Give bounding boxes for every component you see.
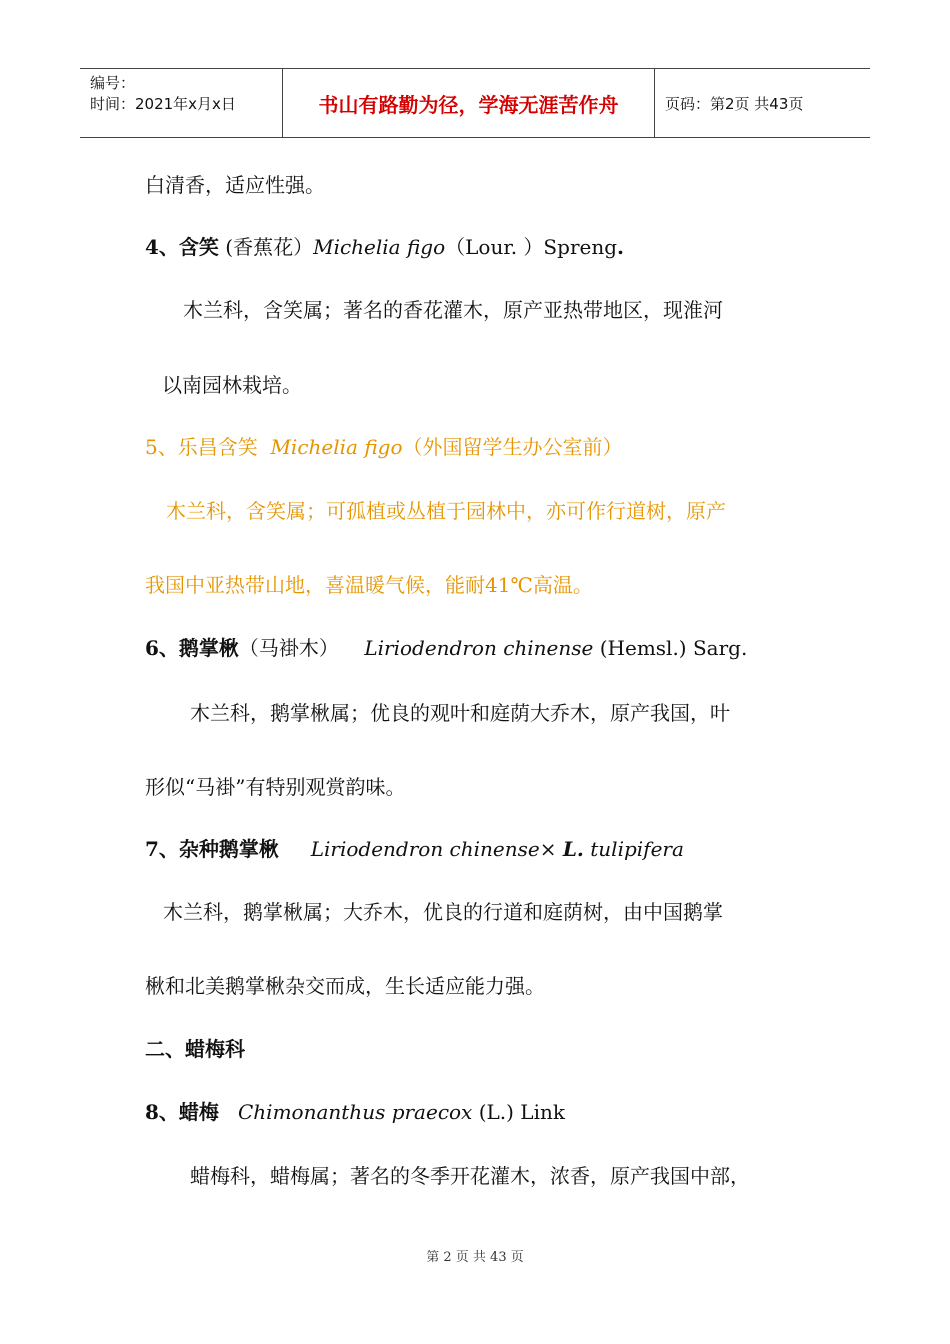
latin-species: tulipifera (590, 837, 684, 861)
paragraph-line: 蜡梅科，蜡梅属；著名的冬季开花灌木，浓香，原产我国中部， (190, 1164, 750, 1188)
paragraph-line: 形似“马褂”有特别观赏韵味。 (145, 775, 406, 799)
cross-symbol: × (539, 837, 557, 861)
item-name: 5、乐昌含笑 (145, 435, 258, 459)
paragraph-line: 以南园林栽培。 (162, 373, 302, 397)
date-label: 时间：2021年x月x日 (90, 95, 236, 113)
item-alias: (香蕉花） (225, 235, 314, 259)
number-label: 编号： (90, 74, 136, 92)
item-heading-6 (0, 635, 950, 661)
item-alias: （马褂木） (238, 636, 339, 660)
item-note: （外国留学生办公室前） (402, 435, 623, 459)
paragraph-line: 木兰科，鹅掌楸属；大乔木，优良的行道和庭荫树，由中国鹅掌 (163, 900, 723, 924)
latin-name: Chimonanthus praecox (238, 1100, 473, 1124)
author-name: （Lour. ）Spreng (445, 235, 618, 259)
header-motto: 书山有路勤为径，学海无涯苦作舟 (282, 69, 655, 137)
header-page-info: 页码：第2页 共43页 (665, 94, 804, 113)
latin-name: Liriodendron chinense (364, 636, 594, 660)
latin-name: Michelia figo (270, 435, 403, 459)
item-heading-4 (0, 234, 950, 260)
paragraph-line: 木兰科，含笑属；著名的香花灌木，原产亚热带地区，现淮河 (183, 298, 723, 322)
paragraph-line: 木兰科，含笑属；可孤植或丛植于园林中，亦可作行道树，原产 (166, 499, 726, 523)
author-dot: . (617, 235, 624, 259)
latin-name: Michelia figo (313, 235, 446, 259)
section-heading: 二、蜡梅科 (145, 1037, 245, 1061)
item-name: 4、含笑 (145, 235, 219, 259)
item-heading-5 (0, 434, 950, 460)
page-footer: 第 2 页 共 43 页 (426, 1250, 524, 1265)
item-heading-8 (0, 1099, 950, 1125)
item-heading-7 (0, 836, 950, 862)
page-header (80, 68, 870, 138)
paragraph-line: 楸和北美鹅掌楸杂交而成，生长适应能力强。 (145, 974, 545, 998)
item-name: 7、杂种鹅掌楸 (145, 837, 279, 861)
header-left-cell (80, 69, 282, 137)
author-name: (Hemsl.) Sarg. (599, 636, 748, 660)
paragraph-line: 木兰科，鹅掌楸属；优良的观叶和庭荫大乔木，原产我国，叶 (190, 701, 730, 725)
item-name: 8、蜡梅 (145, 1100, 219, 1124)
paragraph-line: 我国中亚热带山地，喜温暖气候，能耐41℃高温。 (145, 573, 593, 597)
author-name: (L.) Link (478, 1100, 565, 1124)
item-name: 6、鹅掌楸 (145, 636, 239, 660)
paragraph-line: 白清香，适应性强。 (145, 173, 325, 197)
latin-name: Liriodendron chinense (310, 837, 540, 861)
latin-genus-abbrev: L. (562, 837, 584, 861)
